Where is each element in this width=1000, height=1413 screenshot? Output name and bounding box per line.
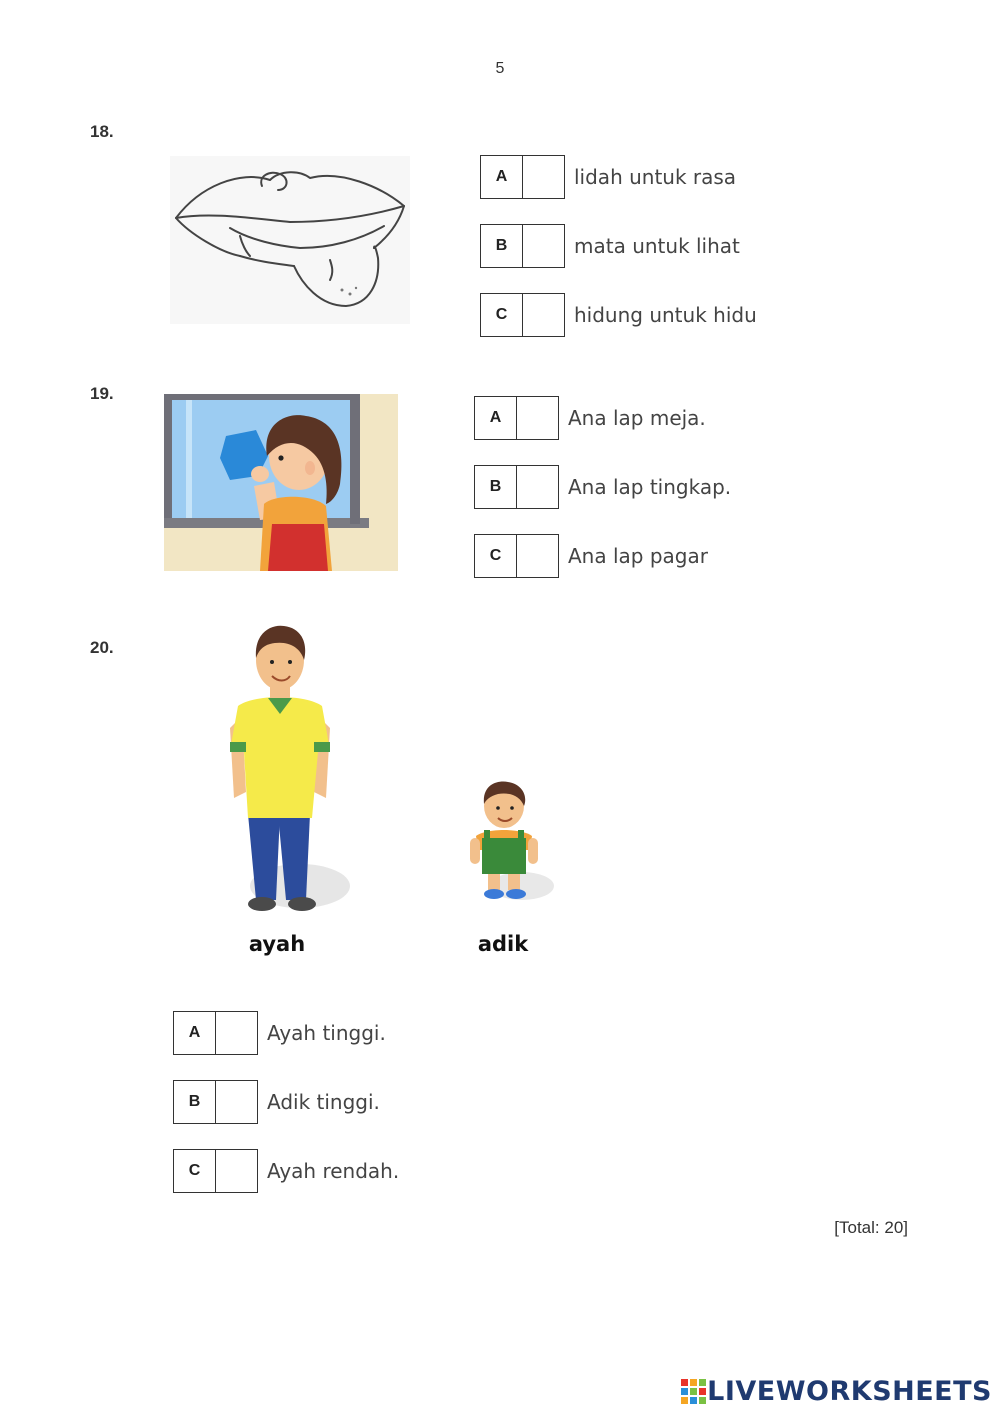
option-text: Ana lap pagar bbox=[568, 544, 708, 568]
answer-box[interactable] bbox=[517, 535, 558, 577]
option-text: lidah untuk rasa bbox=[574, 165, 737, 189]
option-letter: B bbox=[475, 466, 517, 508]
answer-box[interactable] bbox=[216, 1150, 257, 1192]
page-number: 5 bbox=[495, 60, 505, 77]
option-text: mata untuk lihat bbox=[574, 234, 740, 258]
option-letter: B bbox=[174, 1081, 216, 1123]
option-letter: B bbox=[481, 225, 523, 267]
logo-text: LIVEWORKSHEETS bbox=[707, 1376, 992, 1407]
answer-box[interactable] bbox=[517, 397, 558, 439]
q19-option-c bbox=[474, 534, 708, 578]
father-figure-image bbox=[214, 618, 350, 924]
option-letter: A bbox=[475, 397, 517, 439]
answer-box[interactable] bbox=[523, 294, 564, 336]
caption-adik: adik bbox=[477, 932, 529, 956]
option-text: Ana lap meja. bbox=[568, 406, 706, 430]
q20-option-b bbox=[173, 1080, 380, 1124]
question-18-number: 18. bbox=[90, 122, 114, 141]
q20-option-c bbox=[173, 1149, 399, 1193]
q19-option-a bbox=[474, 396, 706, 440]
question-19-number: 19. bbox=[90, 384, 114, 403]
q18-option-a bbox=[480, 155, 736, 199]
liveworksheets-logo-icon bbox=[681, 1379, 707, 1405]
q18-option-c bbox=[480, 293, 757, 337]
answer-box[interactable] bbox=[216, 1081, 257, 1123]
option-text: Adik tinggi. bbox=[267, 1090, 380, 1114]
q18-option-b bbox=[480, 224, 740, 268]
question-20-number: 20. bbox=[90, 638, 114, 657]
answer-box[interactable] bbox=[523, 156, 564, 198]
option-text: Ana lap tingkap. bbox=[568, 475, 732, 499]
option-letter: C bbox=[475, 535, 517, 577]
option-letter: C bbox=[174, 1150, 216, 1192]
answer-box[interactable] bbox=[216, 1012, 257, 1054]
answer-box[interactable] bbox=[523, 225, 564, 267]
answer-box[interactable] bbox=[517, 466, 558, 508]
tongue-mouth-image bbox=[170, 156, 410, 324]
option-letter: A bbox=[174, 1012, 216, 1054]
q19-option-b bbox=[474, 465, 731, 509]
q20-option-a bbox=[173, 1011, 386, 1055]
girl-wiping-window-image bbox=[164, 394, 398, 571]
child-figure-image bbox=[462, 778, 554, 908]
total-score: [Total: 20] bbox=[834, 1218, 908, 1237]
option-text: Ayah tinggi. bbox=[267, 1021, 386, 1045]
option-letter: A bbox=[481, 156, 523, 198]
option-text: hidung untuk hidu bbox=[574, 303, 757, 327]
caption-ayah: ayah bbox=[248, 932, 306, 956]
liveworksheets-logo[interactable] bbox=[681, 1376, 992, 1407]
option-text: Ayah rendah. bbox=[267, 1159, 400, 1183]
option-letter: C bbox=[481, 294, 523, 336]
